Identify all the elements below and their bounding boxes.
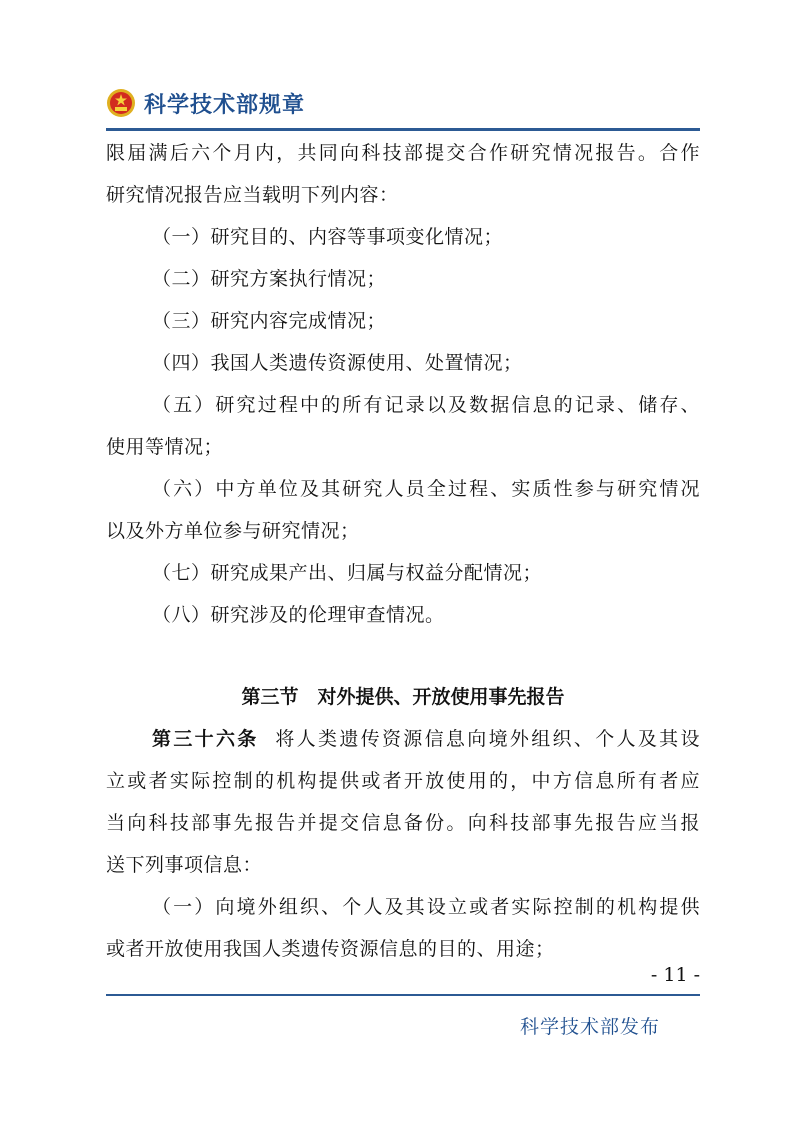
article-text: 将人类遗传资源信息向境外组织、个人及其设 bbox=[275, 728, 700, 750]
header-title: 科学技术部规章 bbox=[144, 92, 306, 118]
article-line: 送下列事项信息： bbox=[106, 854, 263, 876]
document-body bbox=[106, 132, 700, 970]
section-title: 第三节 对外提供、开放使用事先报告 bbox=[241, 686, 565, 708]
list-item: （六）中方单位及其研究人员全过程、实质性参与研究情况 bbox=[152, 478, 700, 500]
article-line bbox=[106, 718, 700, 760]
list-item: （七）研究成果产出、归属与权益分配情况； bbox=[152, 562, 543, 584]
paragraph-line: 研究情况报告应当载明下列内容： bbox=[106, 184, 399, 206]
list-item-continuation: 或者开放使用我国人类遗传资源信息的目的、用途； bbox=[106, 938, 555, 960]
header-rule bbox=[106, 128, 700, 131]
list-item: （二）研究方案执行情况； bbox=[152, 268, 387, 290]
article-line: 当向科技部事先报告并提交信息备份。向科技部事先报告应当报 bbox=[106, 812, 700, 834]
list-item: （三）研究内容完成情况； bbox=[152, 310, 387, 332]
list-item: （一）研究目的、内容等事项变化情况； bbox=[152, 226, 504, 248]
list-item-continuation: 以及外方单位参与研究情况； bbox=[106, 520, 360, 542]
list-item: （五）研究过程中的所有记录以及数据信息的记录、储存、 bbox=[152, 394, 700, 416]
list-item: （四）我国人类遗传资源使用、处置情况； bbox=[152, 352, 523, 374]
list-item-continuation: 使用等情况； bbox=[106, 436, 224, 458]
page-header bbox=[106, 86, 305, 120]
national-emblem-icon bbox=[106, 88, 136, 118]
section-gap bbox=[106, 636, 700, 676]
footer-publisher: 科学技术部发布 bbox=[519, 1016, 660, 1038]
article-label: 第三十六条 bbox=[152, 728, 259, 750]
list-item: （八）研究涉及的伦理审查情况。 bbox=[152, 604, 445, 626]
list-item: （一）向境外组织、个人及其设立或者实际控制的机构提供 bbox=[152, 896, 700, 918]
page-number: - 11 - bbox=[650, 964, 700, 986]
footer-rule bbox=[106, 994, 700, 996]
article-line: 立或者实际控制的机构提供或者开放使用的，中方信息所有者应 bbox=[106, 770, 700, 792]
paragraph-line: 限届满后六个月内，共同向科技部提交合作研究情况报告。合作 bbox=[106, 142, 700, 164]
